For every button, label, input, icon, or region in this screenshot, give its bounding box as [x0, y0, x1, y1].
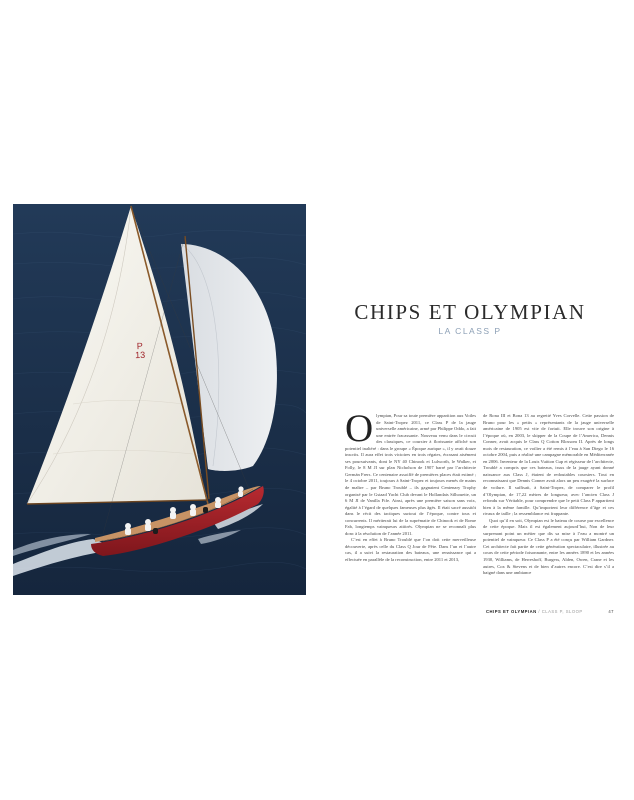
paragraph: C’est en effet à Bruno Troublé que l’on doit cette merveilleuse découverte, après celle du Class Q Jour de Fête. Dans l’un et l’autre cas, il a suivi la restauration des bateaux, une renaissance qui a effectuée en parallèle de la reconstruction, entre 2011 et 2013,: [345, 537, 476, 563]
running-footer: [486, 609, 614, 614]
text-column-2: [483, 413, 614, 577]
drop-cap: O: [345, 407, 374, 450]
sail-number-letter: P: [136, 340, 143, 352]
paragraph: Quoi qu’il en soit, Olympian est le bateau de course par excellence de cette époque. Mais il est également aujourd’hui, Non de leur surprenant point un métier que dis sa mise à l’eau a montré un potentiel de vainqueur. Ce Class P a été conçu par William Gardner. Cet architecte fait partie de cette génération spectaculaire, illustrée au cours de cette période foisonnante, entre les années 1890 et les années 1930, Williams, de Herreshoff, Burgess, Alden, Owen, Crane et les autres, Cox & Stevens et de bien d’autres encore. C’est dire s’il a baigné dans une ambiance: [483, 517, 614, 576]
article-title: CHIPS ET OLYMPIAN: [354, 300, 586, 324]
article-subtitle: LA CLASS P: [438, 326, 502, 336]
footer-separator: /: [538, 609, 541, 614]
sailboat-illustration: [13, 204, 306, 595]
text-column-1: [345, 407, 476, 564]
paragraph: de Rona III et Bona 13 au regretté Yves Corvelle. Cette passion de Bruno pour les « petits » représentants de la jauge universelle américaine de 1905 est vite de fortuit. Elle trouve son origine à l’époque où, en 2003, le skipper de la Coupe de l’America, Dennis Conner, avait acquis le Class Q Cotton Blossom II. Après de longs mois de restauration, ce voilier a été remis à l’eau à San Diego le 16 octobre 2004, puis a réalisé une campagne mémorable en Méditerranée en 2006. Inventeur de la Louis Vuitton Cup et régisseur de l’architecte, Troublé a compris que ces bateaux, issus de la jauge ayant donné naissance aux Class J, étaient de redoutables coursiers. Tout en reconnaissant que Dennis Conner avait alors un peu exagéré la surface de voilure. Il suffisait, à Saint-Tropez, de comparer le profil d’Olympian, de 17,22 mètres de longueur, avec l’ancien Class J refondu sur Véritable, pour comprendre que le petit Class P appartient bien à la même famille. Qu’importent leur différence d’âge et ces rivaux de taille ; la ressemblance est frappante.: [483, 413, 614, 517]
page-number: 47: [608, 609, 614, 614]
footer-subsection: CLASS P, SLOOP: [541, 609, 583, 614]
sail-number: [132, 342, 149, 361]
paragraph-text: lympian, Pour sa toute première apparition aux Voiles de Saint-Tropez 2011, ce Class P de la jauge universelle américaine, armé par Philippe Oddo, a fait une entrée fracassante. Nouveau venu dans le circuit des classiques, ce coursier à florissante affiché son potentiel inaltéré : dans le groupe « Époque aurique », il y avait douze inscrits. Il aura effet trois victoires en trois régates, écrasant aisément ses poursuivants, dont le NY 40 Chinook et Lulworth, le Walker, et Folly, le 8 M JI sur plan Nicholson de 1907 barré par l’architecte Germán Frers. Ce centenaire assoiffé de premières places était estimé ; le 4 octobre 2011, toujours à Saint-Tropez et toujours menés de mains de maître – par Bruno Troublé – ils gagnaient Centenary Trophy organisé par le Gstaad Yacht Club devant le Hollandais Silhouette, un 6 M JI de Vanilla Fife. Ainsi, après une première saison sans voix, égalité à l’égard de quelques fameuses plus âgés. Il était sacré aussitôt dans le récit des tactiques surtout de l’époque, contre tous et concurrents. Il mériterait lui de la suprématie de Chinook et de Rome Fab, longtemps vainqueurs attitrés. Olympian ne se reconnaît plus donc à la résolution de l’année 2011.: [345, 413, 476, 536]
paragraph: [345, 407, 476, 537]
footer-section: CHIPS ET OLYMPIAN: [486, 609, 537, 614]
sail-number-digits: 13: [134, 349, 146, 361]
sailboat-photo: [13, 204, 306, 595]
